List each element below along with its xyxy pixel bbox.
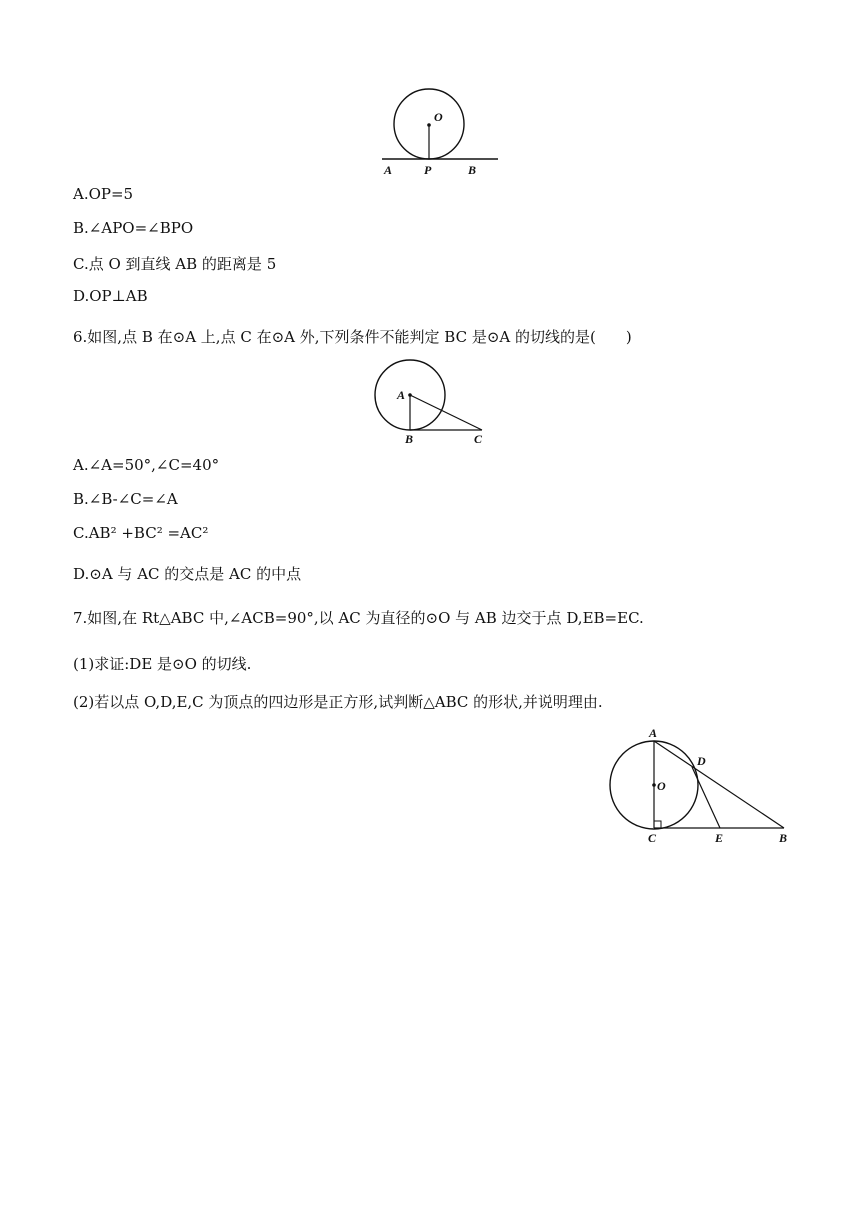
label-o: O <box>434 110 443 124</box>
q7-figure <box>600 722 800 846</box>
q6-option-a: A.∠A=50°,∠C=40° <box>73 456 220 474</box>
q5-option-a: A.OP=5 <box>73 185 134 203</box>
label-c: C <box>648 831 657 845</box>
q7-stem: 7.如图,在 Rt△ABC 中,∠ACB=90°,以 AC 为直径的⊙O 与 AB 边交于点 D,EB=EC. <box>73 609 644 627</box>
label-p: P <box>424 163 432 177</box>
right-angle-mark <box>654 821 661 828</box>
q6-option-d: D.⊙A 与 AC 的交点是 AC 的中点 <box>73 565 302 583</box>
label-o: O <box>657 779 666 793</box>
center-point-o <box>652 783 656 787</box>
label-b: B <box>468 163 477 177</box>
label-a: A <box>397 388 406 402</box>
label-c: C <box>474 432 483 446</box>
segment-ac <box>410 395 482 430</box>
q5-figure <box>380 88 500 180</box>
label-d: D <box>697 754 706 768</box>
q5-option-b: B.∠APO=∠BPO <box>73 219 194 237</box>
q6-stem: 6.如图,点 B 在⊙A 上,点 C 在⊙A 外,下列条件不能判定 BC 是⊙A 的切线的是( ) <box>73 328 632 346</box>
label-a: A <box>384 163 393 177</box>
segment-ab <box>654 741 784 828</box>
label-a: A <box>649 726 658 740</box>
q5-option-d: D.OP⊥AB <box>73 287 148 305</box>
label-b: B <box>405 432 414 446</box>
center-point-o <box>427 123 431 127</box>
q6-option-b: B.∠B-∠C=∠A <box>73 490 178 508</box>
label-b: B <box>779 831 788 845</box>
center-point-a <box>408 393 412 397</box>
q5-option-c: C.点 O 到直线 AB 的距离是 5 <box>73 255 277 273</box>
q6-option-c: C.AB² +BC² =AC² <box>73 524 209 542</box>
label-e: E <box>715 831 724 845</box>
q7-part-1: (1)求证:DE 是⊙O 的切线. <box>73 655 252 673</box>
q7-part-2: (2)若以点 O,D,E,C 为顶点的四边形是正方形,试判断△ABC 的形状,并说明理由. <box>73 693 603 711</box>
q6-figure <box>370 355 500 447</box>
